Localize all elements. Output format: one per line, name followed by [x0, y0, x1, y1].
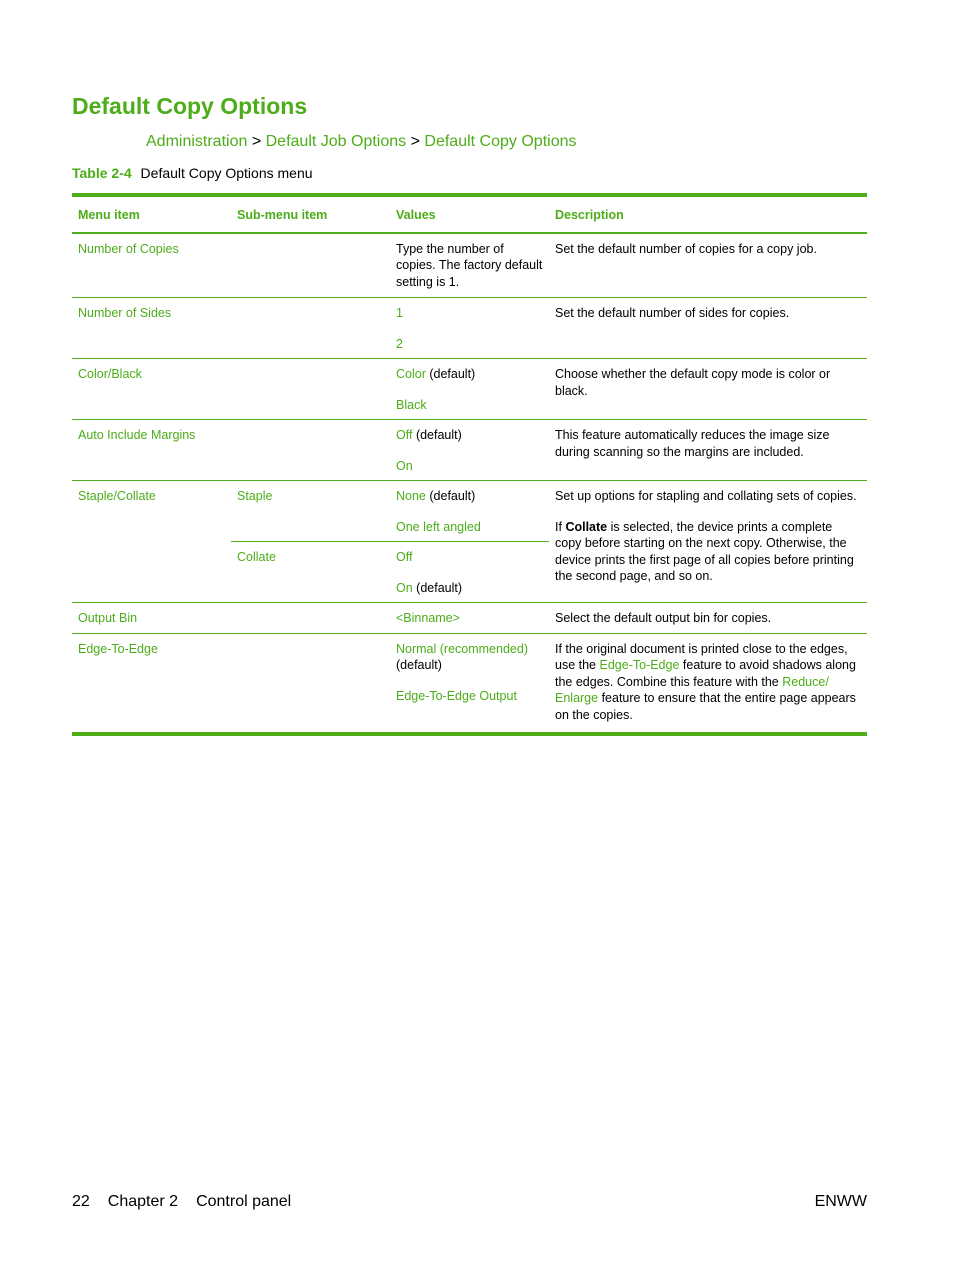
menu-item-number-of-sides[interactable]: Number of Sides	[72, 298, 231, 359]
sub-menu-cell	[231, 633, 390, 734]
value-option-off[interactable]: Off	[396, 428, 413, 442]
page-footer-right: ENWW	[814, 1193, 867, 1210]
collate-bold-term: Collate	[565, 519, 608, 534]
sub-menu-cell	[231, 233, 390, 298]
description-text: Set the default number of copies for a copy job.	[555, 241, 817, 256]
description-text: This feature automatically reduces the image size during scanning so the margins are included.	[555, 428, 830, 459]
sub-menu-cell	[231, 420, 390, 481]
value-option-one-left-angled[interactable]: One left angled	[396, 519, 481, 534]
page-footer-left	[72, 1193, 309, 1211]
menu-item-edge-to-edge[interactable]: Edge-To-Edge	[72, 633, 231, 734]
value-cell	[390, 420, 549, 481]
sub-menu-cell	[231, 603, 390, 634]
header-menu-item: Menu item	[72, 195, 231, 233]
default-marker: (default)	[429, 489, 476, 503]
table-row	[72, 233, 867, 298]
value-option-2[interactable]: 2	[396, 336, 403, 351]
table-row	[72, 603, 867, 634]
description-cell	[549, 233, 867, 298]
value-option-1[interactable]: 1	[396, 306, 403, 320]
table-row	[72, 481, 867, 542]
value-cell	[390, 633, 549, 734]
menu-table	[72, 193, 867, 736]
link-reduce-enlarge[interactable]: Reduce/ Enlarge	[555, 674, 829, 705]
value-option-edge-to-edge-output[interactable]: Edge-To-Edge Output	[396, 688, 517, 703]
table-row	[72, 633, 867, 734]
value-option-off[interactable]: Off	[396, 550, 413, 564]
default-marker: (default)	[429, 367, 476, 381]
breadcrumb-link-administration[interactable]: Administration	[146, 133, 248, 150]
description-text: Choose whether the default copy mode is color or black.	[555, 367, 831, 398]
page-title: Default Copy Options	[72, 93, 308, 119]
menu-item-output-bin[interactable]: Output Bin	[72, 603, 231, 634]
value-text: Type the number of copies. The factory default setting is 1.	[396, 241, 543, 289]
menu-item-staple-collate[interactable]: Staple/Collate	[72, 481, 231, 603]
description-text: If Collate is selected, the device prints a complete copy before starting on the next copy. Otherwise, the device prints the first page of all copies before printing the second page, and so on.	[555, 519, 854, 583]
menu-item-number-of-copies[interactable]: Number of Copies	[72, 233, 231, 298]
page-number: 22	[72, 1193, 90, 1210]
header-values: Values	[390, 195, 549, 233]
value-cell	[390, 233, 549, 298]
breadcrumb	[146, 133, 576, 151]
value-cell	[390, 481, 549, 542]
default-marker: (default)	[416, 580, 463, 595]
description-text: Set up options for stapling and collating sets of copies.	[555, 489, 857, 503]
table-caption-number: Table 2-4	[72, 165, 132, 181]
table-row	[72, 420, 867, 481]
value-option-color[interactable]: Color	[396, 367, 426, 381]
value-cell	[390, 359, 549, 420]
menu-item-color-black[interactable]: Color/Black	[72, 359, 231, 420]
breadcrumb-separator: >	[251, 133, 262, 150]
sub-menu-item-collate[interactable]: Collate	[231, 542, 390, 603]
table-caption	[72, 165, 313, 181]
value-option-none[interactable]: None	[396, 489, 426, 503]
description-text: Set the default number of sides for copies.	[555, 306, 790, 320]
table-row	[72, 298, 867, 359]
header-sub-menu-item: Sub-menu item	[231, 195, 390, 233]
table-row	[72, 359, 867, 420]
sub-menu-cell	[231, 298, 390, 359]
table-header-row	[72, 195, 867, 233]
value-option-black[interactable]: Black	[396, 397, 427, 412]
breadcrumb-link-default-job-options[interactable]: Default Job Options	[265, 133, 407, 150]
chapter-label: Chapter 2	[107, 1193, 179, 1210]
description-cell	[549, 603, 867, 634]
default-marker: (default)	[396, 658, 442, 672]
table-caption-text: Default Copy Options menu	[140, 165, 313, 181]
value-option-on[interactable]: On	[396, 458, 413, 473]
sub-menu-item-staple[interactable]: Staple	[231, 481, 390, 542]
value-cell	[390, 542, 549, 603]
description-cell	[549, 481, 867, 603]
value-option-on[interactable]: On	[396, 580, 413, 595]
breadcrumb-separator: >	[410, 133, 420, 150]
default-marker: (default)	[415, 428, 462, 442]
sub-menu-cell	[231, 359, 390, 420]
description-cell	[549, 359, 867, 420]
description-text: Select the default output bin for copies.	[555, 611, 772, 625]
value-cell	[390, 298, 549, 359]
value-option-normal[interactable]: Normal (recommended)	[396, 641, 528, 656]
description-cell	[549, 298, 867, 359]
description-cell	[549, 420, 867, 481]
menu-item-auto-include-margins[interactable]: Auto Include Margins	[72, 420, 231, 481]
value-option-binname[interactable]: <Binname>	[390, 603, 549, 634]
description-cell: If the original document is printed close to the edges, use the Edge-To-Edge feature to avoid shadows along the edges. Combine this feature with the Reduce/ Enlarge feature to ensure that the entire page appears on the copies.	[549, 633, 867, 734]
chapter-title: Control panel	[196, 1193, 292, 1210]
header-description: Description	[549, 195, 867, 233]
breadcrumb-link-default-copy-options[interactable]: Default Copy Options	[424, 133, 577, 150]
link-edge-to-edge[interactable]: Edge-To-Edge	[599, 658, 680, 672]
